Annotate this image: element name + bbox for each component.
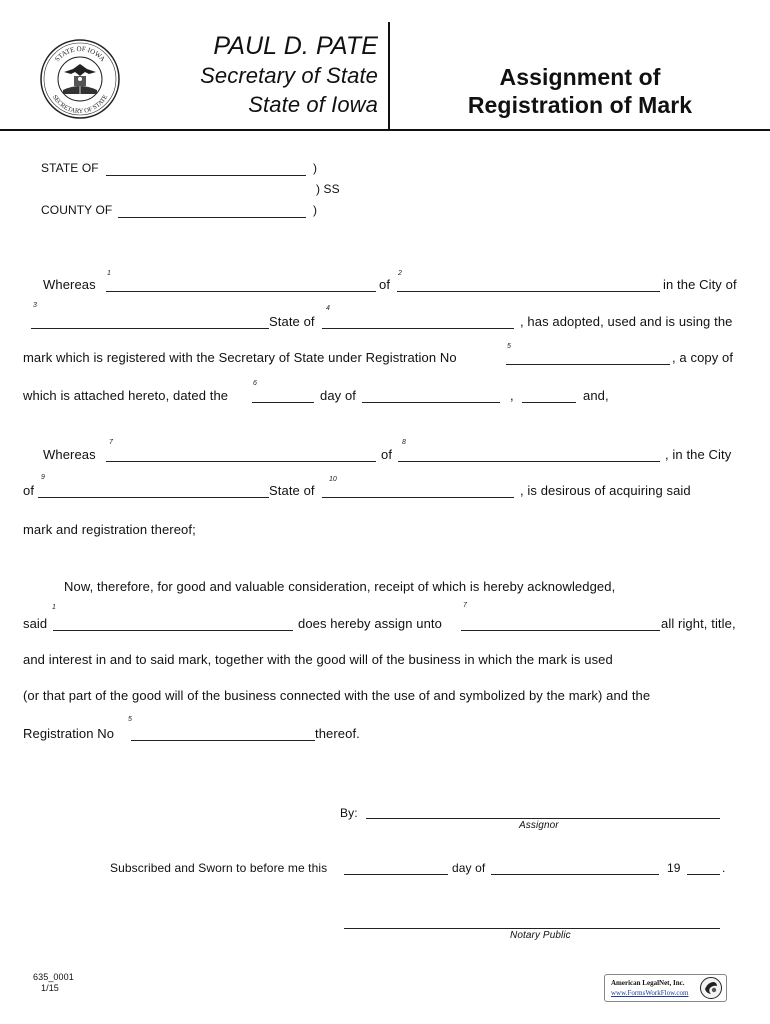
publisher-name: American LegalNet, Inc.	[611, 979, 685, 987]
assignor-address-field[interactable]	[397, 291, 660, 292]
thereof-text: thereof.	[315, 726, 360, 741]
dated-day-field[interactable]	[252, 402, 314, 403]
registration-no-field-2[interactable]	[131, 740, 315, 741]
all-right-text: all right, title,	[661, 616, 736, 631]
day-of-label: day of	[320, 388, 357, 403]
assignor-state-field[interactable]	[322, 328, 514, 329]
registration-no-field[interactable]	[506, 364, 670, 365]
assignee-name-field-2[interactable]	[461, 630, 660, 631]
of-label: of	[381, 447, 393, 462]
official-title: Secretary of State	[200, 63, 378, 88]
venue-paren: )	[313, 161, 318, 175]
county-of-label: COUNTY OF	[41, 203, 113, 217]
state-seal-logo	[39, 38, 121, 120]
dated-month-field[interactable]	[362, 402, 500, 403]
publisher-url-link[interactable]: www.FormsWorkFlow.com	[611, 989, 689, 997]
now-therefore-text: Now, therefore, for good and valuable consideration, receipt of which is hereby acknowledged,	[64, 579, 616, 594]
and-text: and,	[583, 388, 609, 403]
whereas-label: Whereas	[43, 277, 96, 292]
notary-signature-field[interactable]	[344, 928, 720, 929]
ss-label: ) SS	[316, 182, 340, 196]
year-prefix: 19	[667, 861, 681, 875]
of-label: of	[379, 277, 391, 292]
footnote-marker: 9	[41, 474, 45, 481]
footnote-marker: 5	[128, 716, 132, 723]
sworn-month-field[interactable]	[491, 874, 659, 875]
form-title	[450, 63, 710, 119]
dated-year-field[interactable]	[522, 402, 576, 403]
state-of-field[interactable]	[106, 175, 306, 176]
footnote-marker: 1	[52, 604, 56, 611]
has-adopted-text: , has adopted, used and is using the	[520, 314, 733, 329]
of-label: of	[23, 483, 35, 498]
said-label: said	[23, 616, 48, 631]
period: .	[722, 861, 726, 875]
form-title-line2: Registration of Mark	[467, 92, 693, 118]
venue-paren: )	[313, 203, 318, 217]
publisher-logo-icon	[699, 976, 723, 1000]
footnote-marker: 10	[329, 476, 337, 483]
assignor-name-field-2[interactable]	[53, 630, 293, 631]
good-will-text: (or that part of the good will of the business connected with the use of and symbolized by the mark) and the	[23, 688, 651, 703]
assignor-label: Assignor	[519, 820, 559, 831]
state-of-label: State of	[269, 483, 315, 498]
footnote-marker: 5	[507, 343, 511, 350]
svg-text:STATE OF IOWA: STATE OF IOWA	[53, 44, 107, 64]
assignor-signature-field[interactable]	[366, 818, 720, 819]
state-of-label: State of	[269, 314, 315, 329]
footnote-marker: 7	[463, 602, 467, 609]
assignee-address-field[interactable]	[398, 461, 660, 462]
desirous-text: , is desirous of acquiring said	[520, 483, 691, 498]
county-of-field[interactable]	[118, 217, 306, 218]
footnote-marker: 3	[33, 302, 37, 309]
footnote-marker: 7	[109, 439, 113, 446]
by-label: By:	[340, 806, 358, 820]
state-name: State of Iowa	[248, 92, 378, 117]
state-of-label: STATE OF	[41, 161, 99, 175]
footnote-marker: 6	[253, 380, 257, 387]
assignee-state-field[interactable]	[322, 497, 514, 498]
assignee-name-field[interactable]	[106, 461, 376, 462]
comma: ,	[510, 388, 514, 403]
subscribed-text: Subscribed and Sworn to before me this	[110, 861, 328, 875]
in-the-city-text: , in the City	[665, 447, 732, 462]
header-divider	[388, 22, 390, 130]
notary-public-label: Notary Public	[510, 930, 571, 941]
assignor-name-field[interactable]	[106, 291, 376, 292]
revision-date: 1/15	[41, 983, 59, 993]
copy-of-text: , a copy of	[672, 350, 734, 365]
day-of-label: day of	[452, 861, 486, 875]
header-rule	[0, 129, 770, 131]
svg-text:SECRETARY OF STATE: SECRETARY OF STATE	[50, 93, 110, 116]
footnote-marker: 2	[398, 270, 402, 277]
footnote-marker: 8	[402, 439, 406, 446]
interest-text: and interest in and to said mark, together with the good will of the business in which the mark is used	[23, 652, 613, 667]
official-name: PAUL D. PATE	[213, 32, 378, 60]
assignor-city-field[interactable]	[31, 328, 269, 329]
form-code: 635_0001	[33, 972, 74, 982]
form-title-line1: Assignment of	[499, 64, 661, 90]
mark-registration-text: mark and registration thereof;	[23, 522, 196, 537]
registered-mark-text: mark which is registered with the Secretary of State under Registration No	[23, 350, 457, 365]
assignee-city-field[interactable]	[38, 497, 269, 498]
does-assign-text: does hereby assign unto	[298, 616, 442, 631]
footnote-marker: 4	[326, 305, 330, 312]
publisher-badge	[604, 974, 727, 1002]
footnote-marker: 1	[107, 270, 111, 277]
city-of-label: in the City of	[663, 277, 737, 292]
sworn-day-field[interactable]	[344, 874, 448, 875]
sworn-year-field[interactable]	[687, 874, 720, 875]
whereas-label: Whereas	[43, 447, 96, 462]
registration-no-label: Registration No	[23, 726, 115, 741]
attached-hereto-text: which is attached hereto, dated the	[23, 388, 229, 403]
